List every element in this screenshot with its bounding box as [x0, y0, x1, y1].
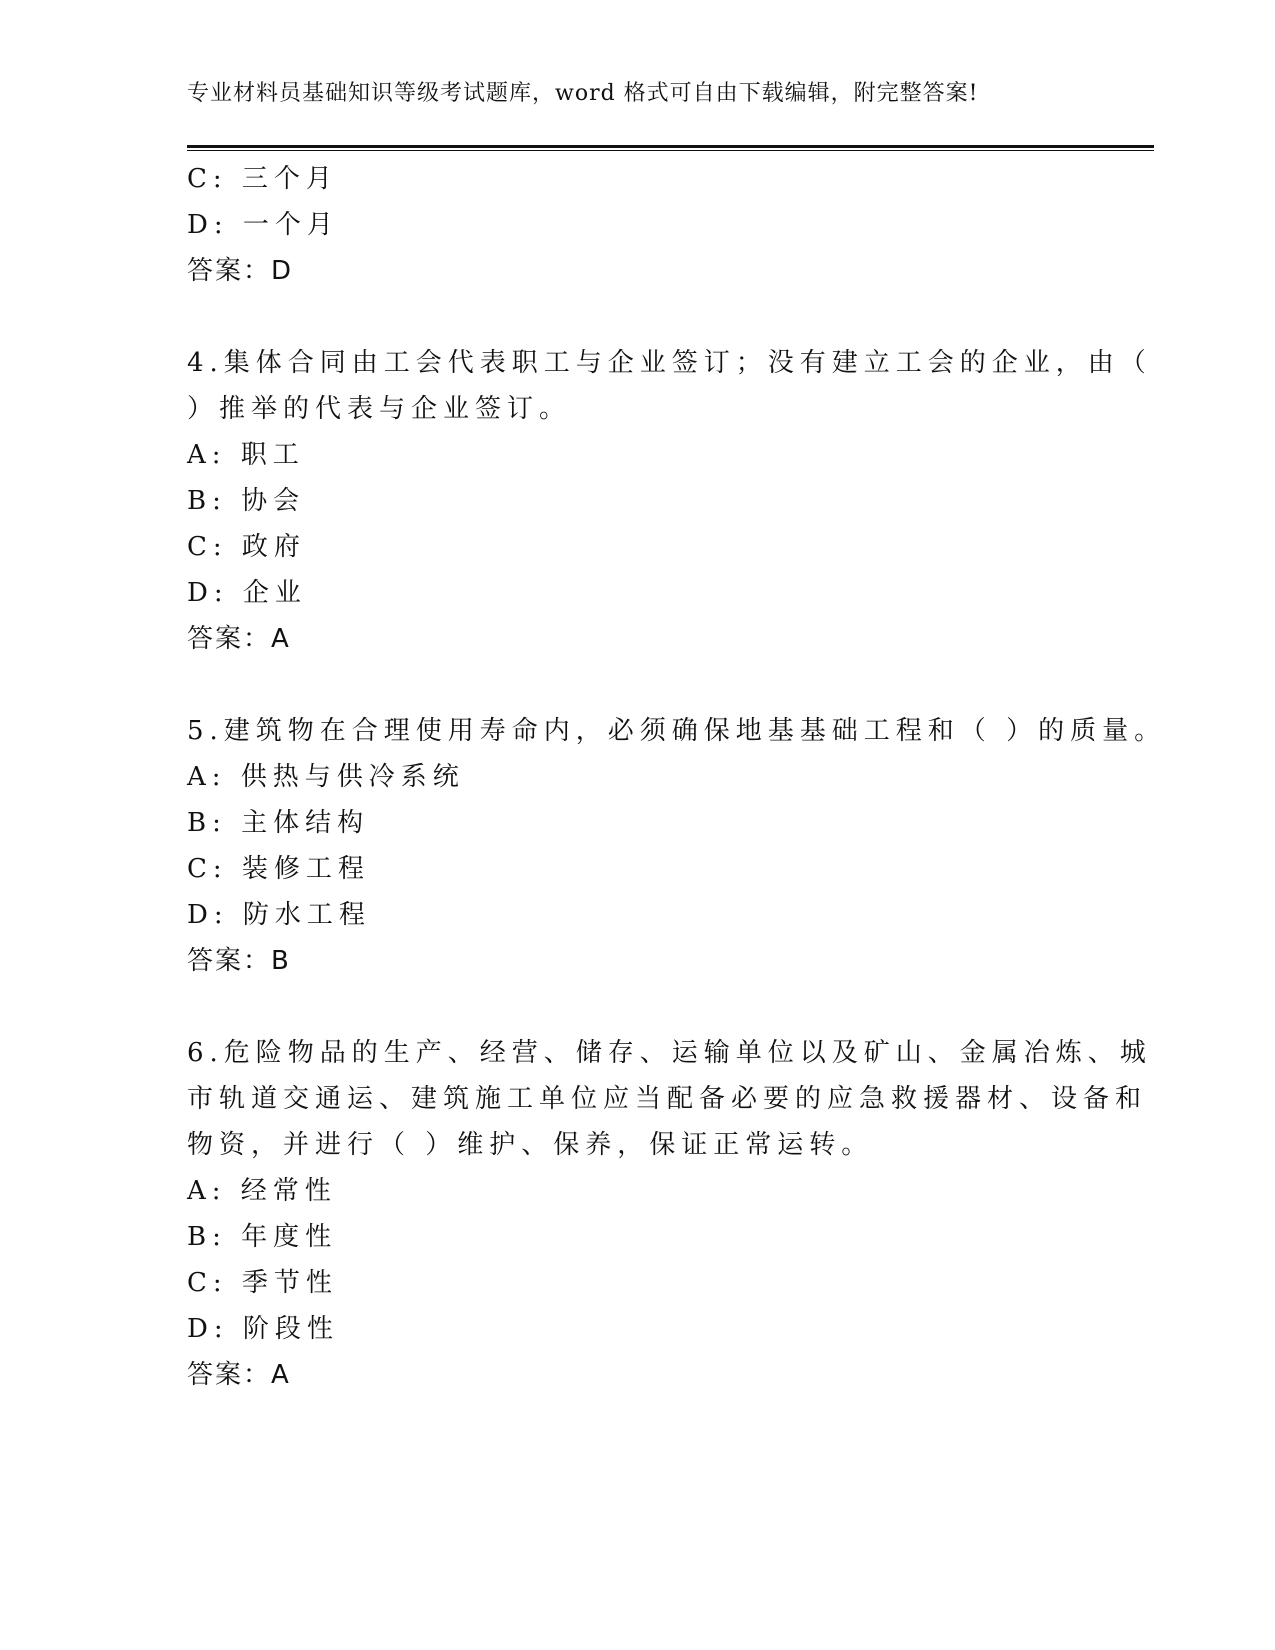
document-body: [187, 156, 1167, 1398]
question-3-fragment: [187, 156, 1087, 294]
question-text-line: 6.危险物品的生产、经营、储存、运输单位以及矿山、金属冶炼、城: [187, 1038, 1152, 1068]
page-header: 专业材料员基础知识等级考试题库，word 格式可自由下载编辑，附完整答案!: [187, 81, 979, 106]
option-d: D: 企业: [187, 578, 307, 608]
question-4: [187, 340, 1152, 662]
option-b: B: 主体结构: [187, 808, 370, 838]
header-rule-thin: [187, 150, 1154, 151]
option-a: A: 经常性: [187, 1176, 337, 1206]
header-rule-thick: [187, 145, 1154, 148]
question-text-line: 市轨道交通运、建筑施工单位应当配备必要的应急救援器材、设备和: [187, 1084, 1148, 1114]
option-c: C: 装修工程: [187, 854, 370, 884]
option-b: B: 协会: [187, 486, 306, 516]
answer: 答案：B: [187, 946, 291, 976]
question-text-line: 4.集体合同由工会代表职工与企业签订；没有建立工会的企业，由（: [187, 348, 1152, 378]
option-b: B: 年度性: [187, 1222, 338, 1252]
question-text-line: ）推举的代表与企业签订。: [187, 394, 572, 424]
answer: 答案：D: [187, 256, 294, 286]
question-6: [187, 1030, 1152, 1398]
option-a: A: 职工: [187, 440, 305, 470]
question-text-line: 5.建筑物在合理使用寿命内，必须确保地基基础工程和（ ）的质量。: [187, 716, 1167, 746]
option-d: D: 一个月: [187, 210, 339, 240]
option-a: A: 供热与供冷系统: [187, 762, 465, 792]
option-c: C: 三个月: [187, 164, 338, 194]
option-c: C: 季节性: [187, 1268, 338, 1298]
option-d: D: 阶段性: [187, 1314, 339, 1344]
option-c: C: 政府: [187, 532, 306, 562]
answer: 答案：A: [187, 1360, 291, 1390]
option-d: D: 防水工程: [187, 900, 371, 930]
question-5: [187, 708, 1167, 984]
question-text-line: 物资，并进行（ ）维护、保养，保证正常运转。: [187, 1130, 874, 1160]
answer: 答案：A: [187, 624, 291, 654]
